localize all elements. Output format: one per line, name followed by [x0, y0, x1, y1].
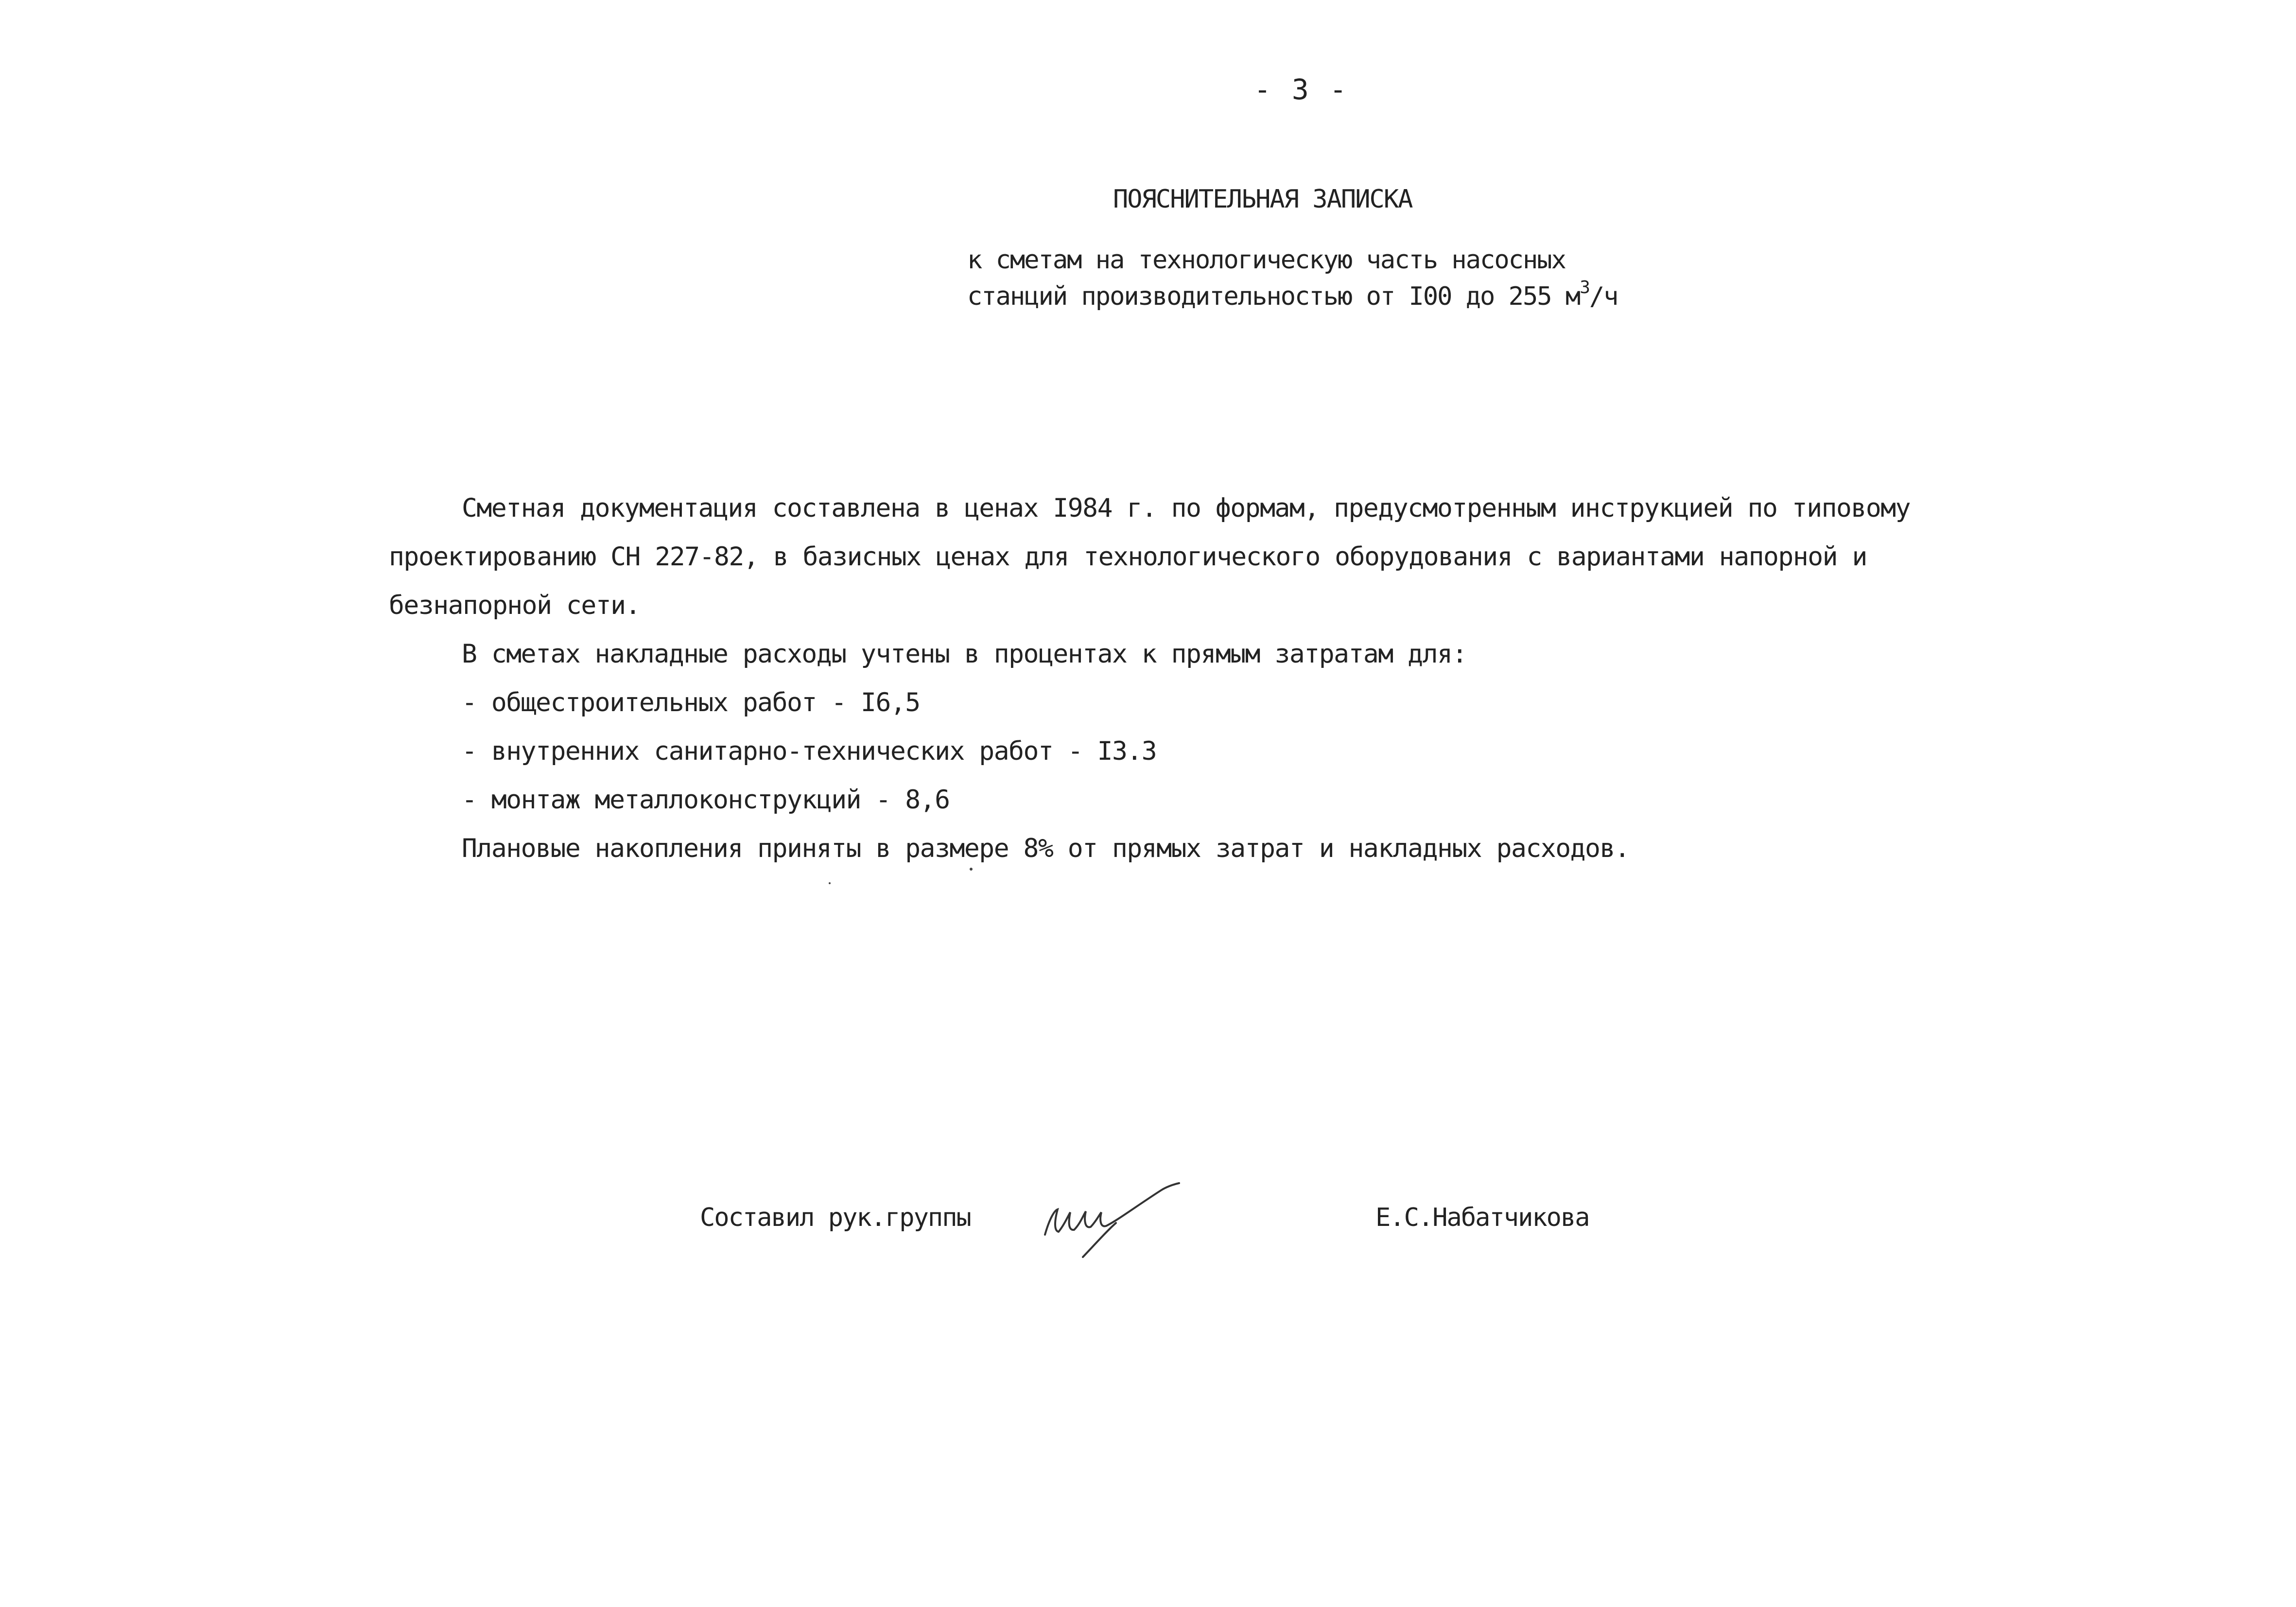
paragraph-1-line-3: безнапорной сети. [389, 591, 640, 620]
signer-name: Е.С.Набатчикова [1375, 1203, 1589, 1232]
scan-speck [970, 868, 973, 871]
signature-label: Составил рук.группы [700, 1203, 971, 1232]
subtitle-line-1: к сметам на технологическую часть насосных [967, 245, 1565, 275]
scan-speck [829, 882, 831, 884]
unit-suffix: /ч [1589, 282, 1618, 311]
unit-superscript: 3 [1580, 278, 1589, 297]
paragraph-2: В сметах накладные расходы учтены в процентах к прямым затратам для: [462, 639, 1467, 669]
list-item: - монтаж металлоконструкций - 8,6 [462, 785, 950, 815]
list-item: - общестроительных работ - I6,5 [462, 688, 920, 717]
subtitle-line-2-text: станций производительностью от I00 до 255 м [967, 282, 1580, 311]
page-number: - 3 - [1254, 73, 1349, 106]
document-title: ПОЯСНИТЕЛЬНАЯ ЗАПИСКА [1113, 185, 1412, 214]
subtitle-line-2 [967, 278, 1618, 311]
paragraph-1-line-2: проектированию СН 227-82, в базисных ценах для технологического оборудования с вариантами напорной и [389, 542, 1867, 572]
paragraph-3: Плановые накопления приняты в размере 8% от прямых затрат и накладных расходов. [462, 834, 1630, 863]
paragraph-1-line-1: Сметная документация составлена в ценах I984 г. по формам, предусмотренным инструкцией по типовому [462, 493, 1911, 523]
signature-graphic [1035, 1171, 1210, 1259]
list-item: - внутренних санитарно-технических работ - I3.3 [462, 736, 1157, 766]
